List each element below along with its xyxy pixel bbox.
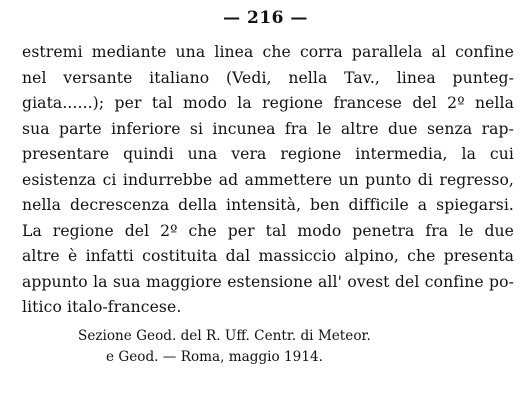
text-line: nella decrescenza della intensità, ben difficile a spiegarsi. [22, 196, 514, 214]
footer-place-date: e Geod. — Roma, maggio 1914. [106, 349, 323, 365]
text-line: La regione del 2º che per tal modo penetra fra le due [22, 221, 514, 240]
text-line: appunto la sua maggiore estensione all' ovest del confine po- [22, 272, 514, 291]
text-line: presentare quindi una vera regione intermedia, la cui [22, 145, 514, 163]
body-paragraph [22, 40, 514, 321]
text-line: litico italo-francese. [22, 298, 182, 316]
footer-institution: Sezione Geod. del R. Uff. Centr. di Meteor. [78, 328, 371, 344]
text-line: giata......); per tal modo la regione francese del 2º nella [22, 94, 514, 112]
text-line: sua parte inferiore si incunea fra le altre due senza rap- [22, 119, 514, 138]
text-line: nel versante italiano (Vedi, nella Tav., linea punteg- [22, 68, 514, 87]
text-line: esistenza ci indurrebbe ad ammettere un punto di regresso, [22, 170, 514, 189]
signature-block [78, 326, 498, 368]
text-line: altre è infatti costituita dal massiccio alpino, che presenta [22, 247, 514, 265]
text-line: estremi mediante una linea che corra parallela al confine [22, 43, 514, 61]
page-number: — 216 — [223, 8, 308, 28]
